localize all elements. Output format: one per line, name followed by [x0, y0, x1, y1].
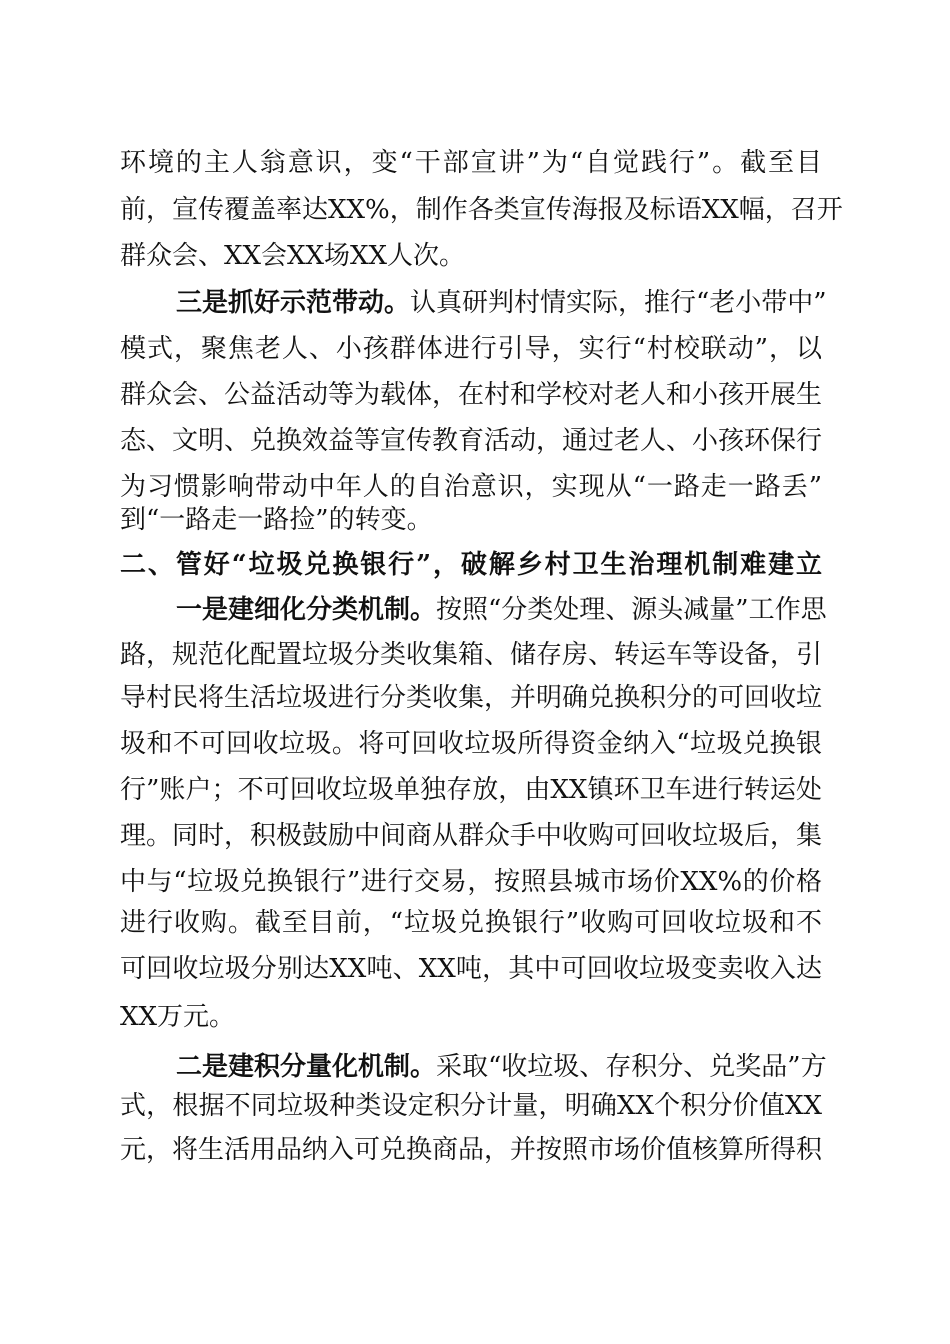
text-line: 圾和不可回收垃圾。将可回收垃圾所得资金纳入“垃圾兑换银: [120, 729, 822, 759]
text-line: 行”账户；不可回收垃圾单独存放，由XX镇环卫车进行转运处: [120, 775, 822, 805]
text-line: XX万元。: [120, 1002, 236, 1032]
paragraph-start-line: [176, 1047, 827, 1087]
paragraph-lead: 二是建积分量化机制。: [176, 1052, 437, 1082]
text-line: 理。同时，积极鼓励中间商从群众手中收购可回收垃圾后，集: [120, 821, 823, 851]
text-line: 进行收购。截至目前，“垃圾兑换银行”收购可回收垃圾和不: [120, 908, 822, 938]
text-line: 式，根据不同垃圾种类设定积分计量，明确XX个积分价值XX: [120, 1091, 822, 1121]
text-line: 中与“垃圾兑换银行”进行交易，按照县城市场价XX%的价格: [120, 867, 822, 897]
paragraph-text: 认真研判村情实际，推行“老小带中”: [410, 288, 827, 318]
text-line: 态、文明、兑换效益等宣传教育活动，通过老人、小孩环保行: [120, 426, 823, 456]
text-line: 路，规范化配置垃圾分类收集箱、储存房、转运车等设备，引: [120, 640, 823, 670]
paragraph-lead: 三是抓好示范带动。: [176, 288, 411, 318]
text-line: 模式，聚焦老人、小孩群体进行引导，实行“村校联动”，以: [120, 334, 822, 364]
text-line: 群众会、XX会XX场XX人次。: [120, 241, 466, 271]
paragraph-text: 采取“收垃圾、存积分、兑奖品”方: [436, 1052, 827, 1082]
text-line: 到“一路走一路捡”的转变。: [120, 505, 433, 535]
paragraph-lead: 一是建细化分类机制。: [176, 595, 437, 625]
text-line: 导村民将生活垃圾进行分类收集，并明确兑换积分的可回收垃: [120, 683, 823, 713]
text-line: 前，宣传覆盖率达XX%，制作各类宣传海报及标语XX幅，召开: [120, 195, 843, 225]
section-heading: 二、管好“垃圾兑换银行”，破解乡村卫生治理机制难建立: [120, 550, 822, 580]
text-line: 群众会、公益活动等为载体，在村和学校对老人和小孩开展生: [120, 380, 823, 410]
text-line: 可回收垃圾分别达XX吨、XX吨，其中可回收垃圾变卖收入达: [120, 954, 822, 984]
paragraph-start-line: [176, 590, 827, 630]
text-line: 为习惯影响带动中年人的自治意识，实现从“一路走一路丢”: [120, 472, 822, 502]
paragraph-text: 按照“分类处理、源头减量”工作思: [436, 595, 827, 625]
text-line: 元，将生活用品纳入可兑换商品，并按照市场价值核算所得积: [120, 1135, 823, 1165]
text-line: 环境的主人翁意识，变“干部宣讲”为“自觉践行”。截至目: [120, 148, 822, 178]
paragraph-start-line: [176, 283, 827, 323]
